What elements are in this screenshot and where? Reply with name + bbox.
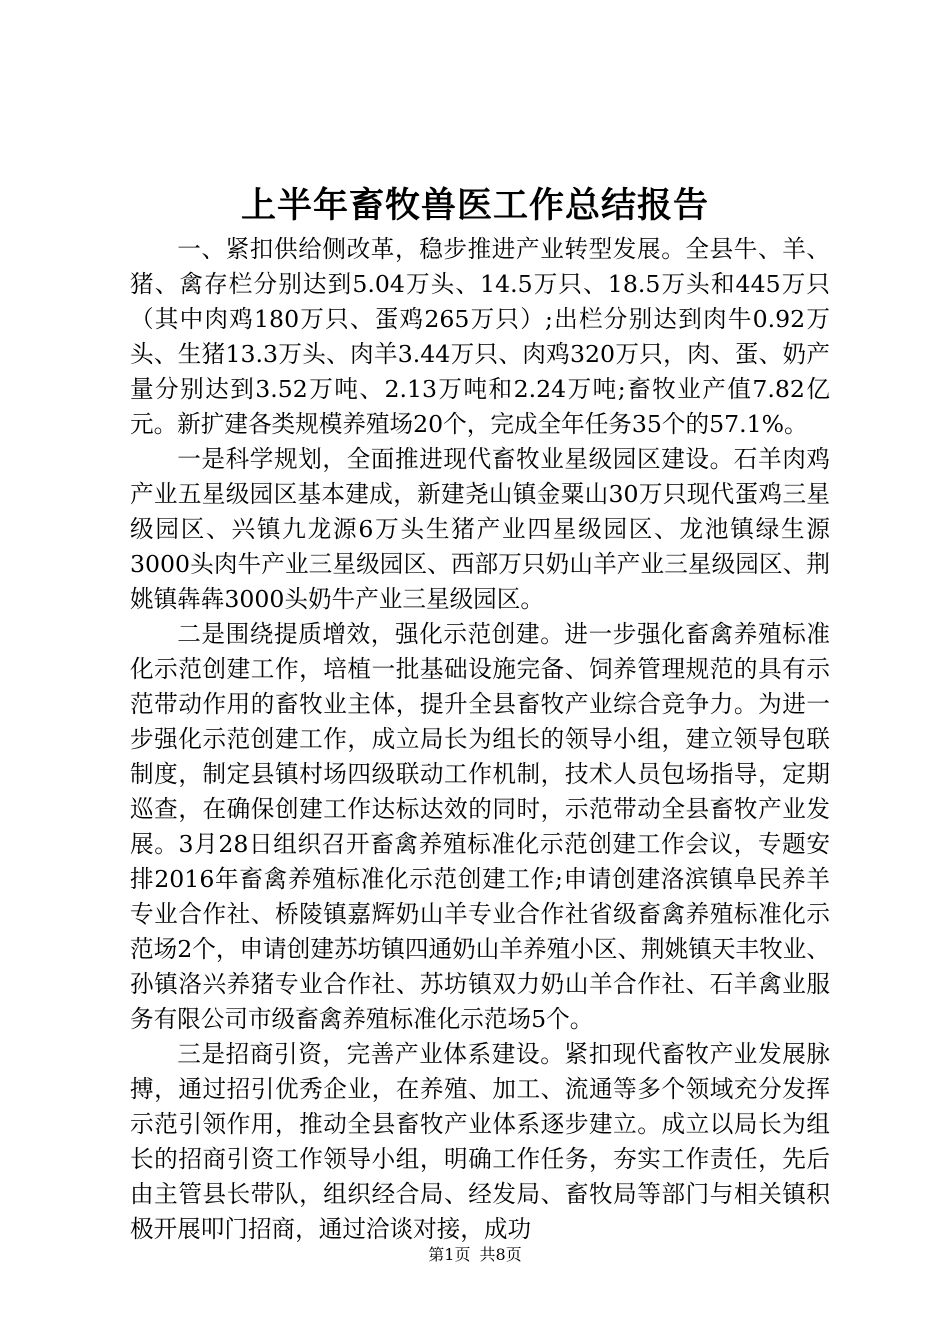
document-title: 上半年畜牧兽医工作总结报告 — [240, 185, 709, 226]
paragraph-2: 一是科学规划，全面推进现代畜牧业星级园区建设。石羊肉鸡产业五星级园区基本建成，新建尧山镇金粟山30万只现代蛋鸡三星级园区、兴镇九龙源6万头生猪产业四星级园区、龙池镇绿生源3000头肉牛产业三星级园区、西部万只奶山羊产业三星级园区、荆姚镇犇犇3000头奶牛产业三星级园区。 — [130, 445, 830, 613]
document-body — [130, 232, 830, 1247]
page-number-footer: 第1页 共8页 — [428, 1245, 522, 1264]
paragraph-1: 一、紧扣供给侧改革，稳步推进产业转型发展。全县牛、羊、猪、禽存栏分别达到5.04万头、14.5万只、18.5万头和445万只（其中肉鸡180万只、蛋鸡265万只）;出栏分别达到肉牛0.92万头、生猪13.3万头、肉羊3.44万只、肉鸡320万只，肉、蛋、奶产量分别达到3.52万吨、2.13万吨和2.24万吨;畜牧业产值7.82亿元。新扩建各类规模养殖场20个，完成全年任务35个的57.1%。 — [130, 235, 830, 438]
paragraph-4: 三是招商引资，完善产业体系建设。紧扣现代畜牧产业发展脉搏，通过招引优秀企业，在养殖、加工、流通等多个领域充分发挥示范引领作用，推动全县畜牧产业体系逐步建立。成立以局长为组长的招商引资工作领导小组，明确工作任务，夯实工作责任，先后由主管县长带队，组织经合局、经发局、畜牧局等部门与相关镇积极开展叩门招商，通过洽谈对接，成功 — [130, 1040, 830, 1243]
paragraph-3: 二是围绕提质增效，强化示范创建。进一步强化畜禽养殖标准化示范创建工作，培植一批基础设施完备、饲养管理规范的具有示范带动作用的畜牧业主体，提升全县畜牧产业综合竞争力。为进一步强化示范创建工作，成立局长为组长的领导小组，建立领导包联制度，制定县镇村场四级联动工作机制，技术人员包场指导，定期巡查，在确保创建工作达标达效的同时，示范带动全县畜牧产业发展。3月28日组织召开畜禽养殖标准化示范创建工作会议，专题安排2016年畜禽养殖标准化示范创建工作;申请创建洛滨镇阜民养羊专业合作社、桥陵镇嘉辉奶山羊专业合作社省级畜禽养殖标准化示范场2个，申请创建苏坊镇四通奶山羊养殖小区、荆姚镇天丰牧业、孙镇洛兴养猪专业合作社、苏坊镇双力奶山羊合作社、石羊禽业服务有限公司市级畜禽养殖标准化示范场5个。 — [130, 620, 830, 1033]
